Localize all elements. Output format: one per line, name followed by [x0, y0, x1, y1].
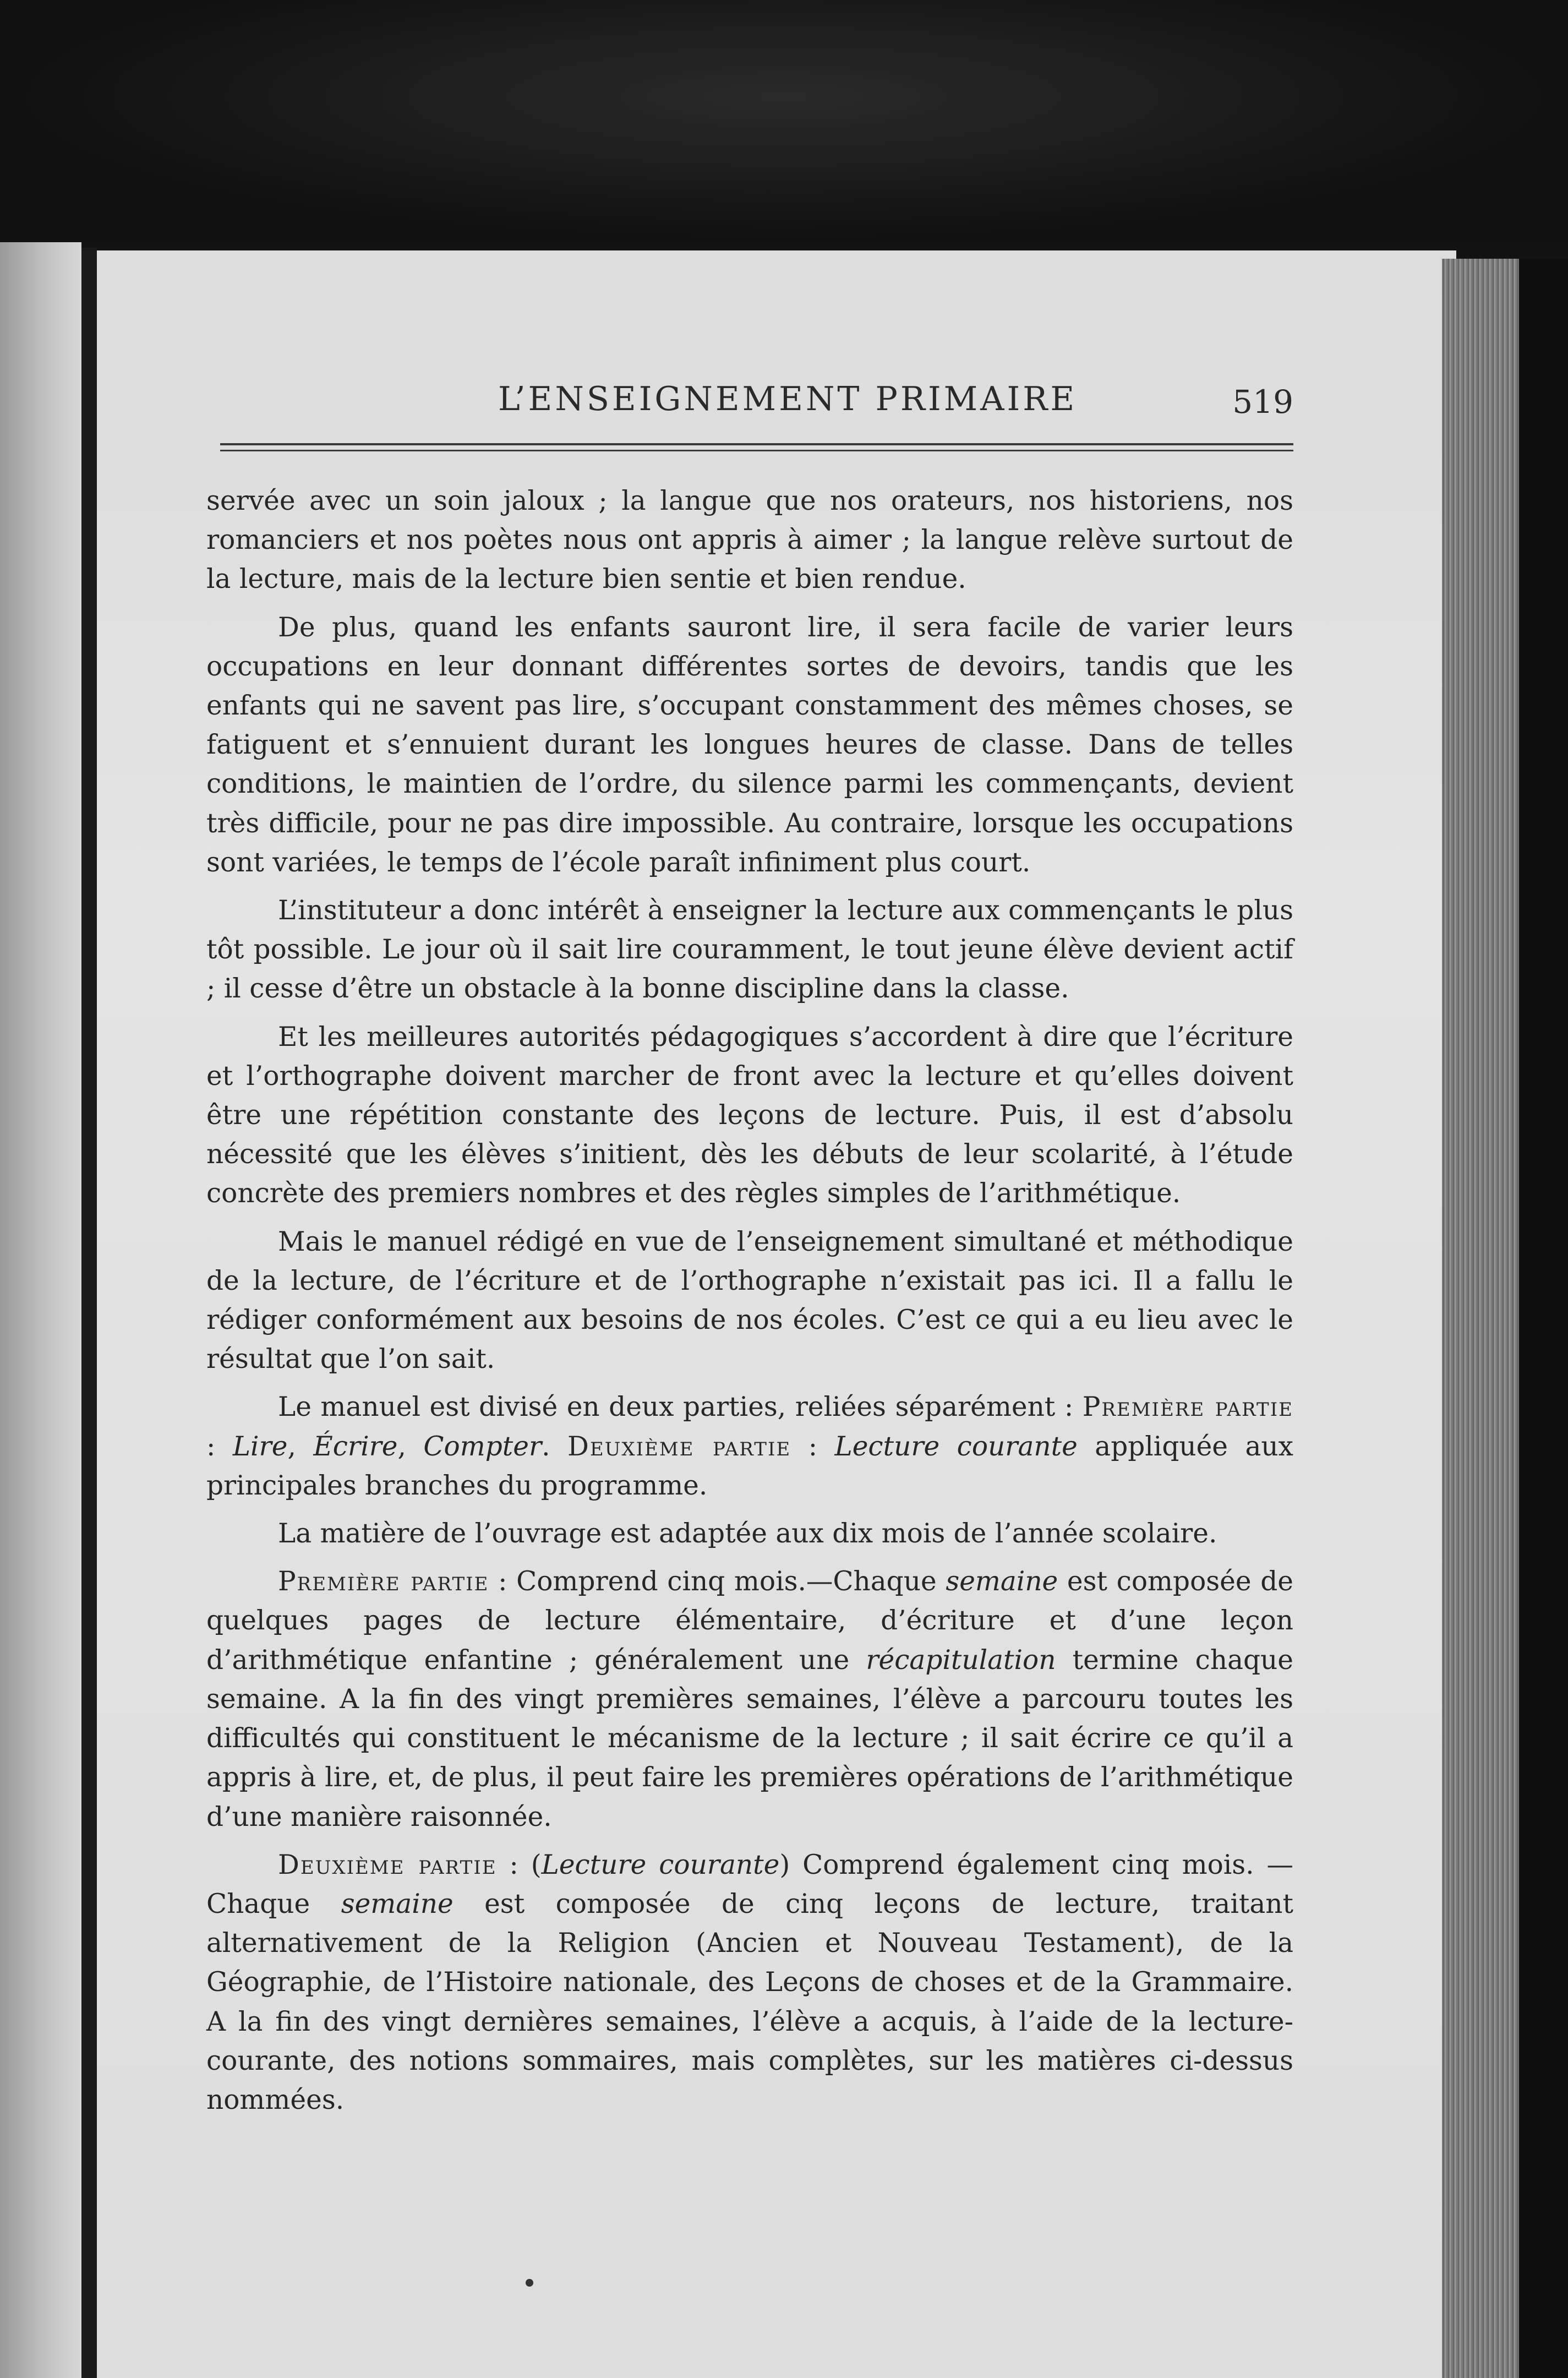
italic-run: Compter	[423, 1431, 542, 1462]
paragraph-8	[206, 1562, 1293, 1836]
text-run: appliquée aux principales branches du programme.	[206, 1431, 1293, 1501]
scan-background-right	[1519, 259, 1568, 2378]
italic-run: semaine	[341, 1888, 454, 1919]
header-rule-top	[220, 443, 1293, 445]
text-run: est composée de quelques pages de lecture élémentaire, d’écriture et d’une leçon d’arithmétique enfantine ; généralement une	[206, 1566, 1293, 1676]
part-one-label: Première partie	[1082, 1392, 1293, 1423]
text-run: :	[791, 1431, 835, 1462]
text-run: : Comprend cinq mois.—Chaque	[489, 1566, 946, 1597]
page-number: 519	[1232, 383, 1293, 421]
italic-run: récapitulation	[866, 1644, 1056, 1676]
paragraph-7: La matière de l’ouvrage est adaptée aux dix mois de l’année scolaire.	[278, 1518, 1217, 1550]
ink-speck	[526, 2279, 533, 2287]
italic-run: Écrire	[313, 1431, 398, 1462]
previous-page-edge	[0, 242, 81, 2378]
text-run: ) Comprend également cinq mois. —Chaque	[206, 1849, 1293, 1919]
text-run: :	[206, 1431, 233, 1462]
text-run: Le manuel est divisé en deux parties, reliées séparément :	[278, 1392, 1083, 1423]
text-run: ,	[397, 1431, 424, 1462]
part-two-label: Deuxième partie	[567, 1431, 791, 1462]
paragraph-6	[206, 1388, 1293, 1506]
body-text	[206, 482, 1293, 2129]
text-run: .	[542, 1431, 568, 1462]
paragraph-5: Mais le manuel rédigé en vue de l’enseignement simultané et méthodique de la lecture, de l’écriture et de l’orthographe n’existait pas ici. Il a fallu le rédiger conformément aux besoins de nos écoles. C’est ce qui a eu lieu avec le résultat que l’on sait.	[206, 1226, 1293, 1375]
text-run: : (	[496, 1849, 542, 1880]
text-run: est composée de cinq leçons de lecture, traitant alternativement de la Religion (Ancien et Nouveau Testament), de la Géographie, de l’Histoire nationale, des Leçons de choses et de la Grammaire. A la fin des vingt dernières semaines, l’élève a acquis, à l’aide de la lecture-courante, des notions sommaires, mais complètes, sur les matières ci-dessus nommées.	[206, 1888, 1293, 2115]
running-title: L’ENSEIGNEMENT PRIMAIRE	[498, 380, 1078, 418]
italic-run: Lecture courante	[834, 1431, 1078, 1462]
header-rule-bottom	[220, 450, 1293, 451]
paragraph-3: L’instituteur a donc intérêt à enseigner la lecture aux commençants le plus tôt possible. Le jour où il sait lire couramment, le tout jeune élève devient actif ; il cesse d’être un obstacle à la bonne discipline dans la classe.	[206, 895, 1293, 1005]
text-run: ,	[287, 1431, 314, 1462]
part-two-label: Deuxième partie	[278, 1849, 497, 1880]
book-gutter	[81, 248, 97, 2378]
italic-run: semaine	[946, 1566, 1058, 1597]
scan-background-top	[0, 0, 1568, 242]
text-run: termine chaque semaine. A la fin des vingt premières semaines, l’élève a parcouru toutes les difficultés qui constituent le mécanisme de la lecture ; il sait écrire ce qu’il a appris à lire, et, de plus, il peut faire les premières opérations de l’arithmétique d’une manière raisonnée.	[206, 1644, 1293, 1832]
page-header	[220, 380, 1293, 429]
paragraph-2: De plus, quand les enfants sauront lire, il sera facile de varier leurs occupations en leur donnant différentes sortes de devoirs, tandis que les enfants qui ne savent pas lire, s’occupant constamment des mêmes choses, se fatiguent et s’ennuient durant les longues heures de classe. Dans de telles conditions, le maintien de l’ordre, du silence parmi les commençants, devient très difficile, pour ne pas dire impossible. Au contraire, lorsque les occupations sont variées, le temps de l’école paraît infiniment plus court.	[206, 612, 1293, 878]
italic-run: Lire	[232, 1431, 288, 1462]
paragraph-4: Et les meilleures autorités pédagogiques s’accordent à dire que l’écriture et l’orthographe doivent marcher de front avec la lecture et qu’elles doivent être une répétition constante des leçons de lecture. Puis, il est d’absolu nécessité que les élèves s’initient, dès les débuts de leur scolarité, à l’étude concrète des premiers nombres et des règles simples de l’arithmétique.	[206, 1021, 1293, 1209]
italic-run: Lecture courante	[541, 1849, 780, 1880]
part-one-label: Première partie	[278, 1566, 489, 1597]
paragraph-1: servée avec un soin jaloux ; la langue que nos orateurs, nos historiens, nos romanciers et nos poètes nous ont appris à aimer ; la langue relève surtout de la lecture, mais de la lecture bien sentie et bien rendue.	[206, 486, 1293, 595]
paragraph-9	[206, 1846, 1293, 2120]
